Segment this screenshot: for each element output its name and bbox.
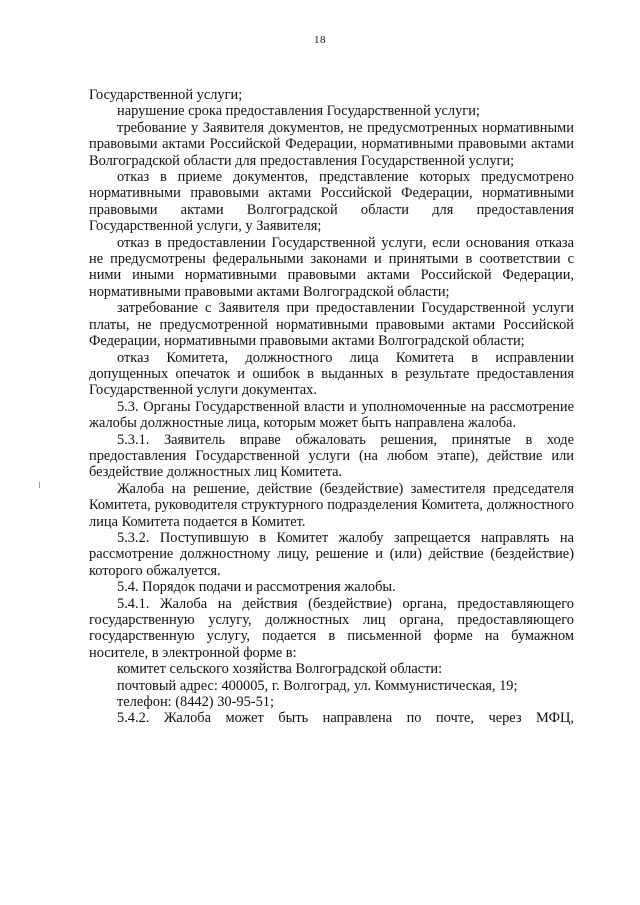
paragraph: отказ в предоставлении Государственной услуги, если основания отказа не предусмотрены федеральными законами и принятыми в соответствии с ними иными нормативными правовыми актами Российской Федерации, нормативными правовыми актами Волгоградской области; xyxy=(89,234,574,300)
page-number: 18 xyxy=(314,34,326,46)
document-body xyxy=(89,87,574,727)
paragraph: 5.3.2. Поступившую в Комитет жалобу запрещается направлять на рассмотрение должностному лицу, решение и (или) действие (бездействие) которого обжалуется. xyxy=(89,529,574,579)
paragraph: отказ Комитета, должностного лица Комитета в исправлении допущенных опечаток и ошибок в выданных в результате предоставления Государственной услуги документах. xyxy=(89,349,574,399)
paragraph: нарушение срока предоставления Государственной услуги; xyxy=(117,103,480,120)
address-line: комитет сельского хозяйства Волгоградской области: xyxy=(117,661,443,678)
scan-artifact xyxy=(39,482,40,488)
section-heading: 5.4. Порядок подачи и рассмотрения жалобы. xyxy=(117,579,396,596)
phone-line: телефон: (8442) 30-95-51; xyxy=(117,694,274,711)
paragraph: отказ в приеме документов, представление которых предусмотрено нормативными правовыми актами Российской Федерации, нормативными правовыми актами Волгоградской области для предоставления Государственной услуги, у Заявителя; xyxy=(89,169,574,235)
paragraph: требование у Заявителя документов, не предусмотренных нормативными правовыми актами Российской Федерации, нормативными правовыми актами Волгоградской области для предоставления Государственной услуги; xyxy=(89,119,574,169)
address-line: почтовый адрес: 400005, г. Волгоград, ул. Коммунистическая, 19; xyxy=(117,677,518,694)
paragraph: Государственной услуги; xyxy=(89,87,243,103)
paragraph: 5.3.1. Заявитель вправе обжаловать решения, принятые в ходе предоставления Государственной услуги (на любом этапе), действие или бездействие должностных лиц Комитета. xyxy=(89,431,574,481)
paragraph: 5.4.1. Жалоба на действия (бездействие) органа, предоставляющего государственную услугу, должностных лиц органа, предоставляющего государственную услугу, подается в письменной форме на бумажном носителе, в электронной форме в: xyxy=(89,595,574,661)
paragraph: Жалоба на решение, действие (бездействие) заместителя председателя Комитета, руководителя структурного подразделения Комитета, должностного лица Комитета подается в Комитет. xyxy=(89,480,574,530)
paragraph: 5.4.2. Жалоба может быть направлена по почте, через МФЦ, xyxy=(117,710,574,727)
section-heading: 5.3. Органы Государственной власти и уполномоченные на рассмотрение жалобы должностные лица, которым может быть направлена жалоба. xyxy=(89,398,574,432)
paragraph: затребование с Заявителя при предоставлении Государственной услуги платы, не предусмотренной нормативными правовыми актами Российской Федерации, нормативными правовыми актами Волгоградской области; xyxy=(89,300,574,350)
